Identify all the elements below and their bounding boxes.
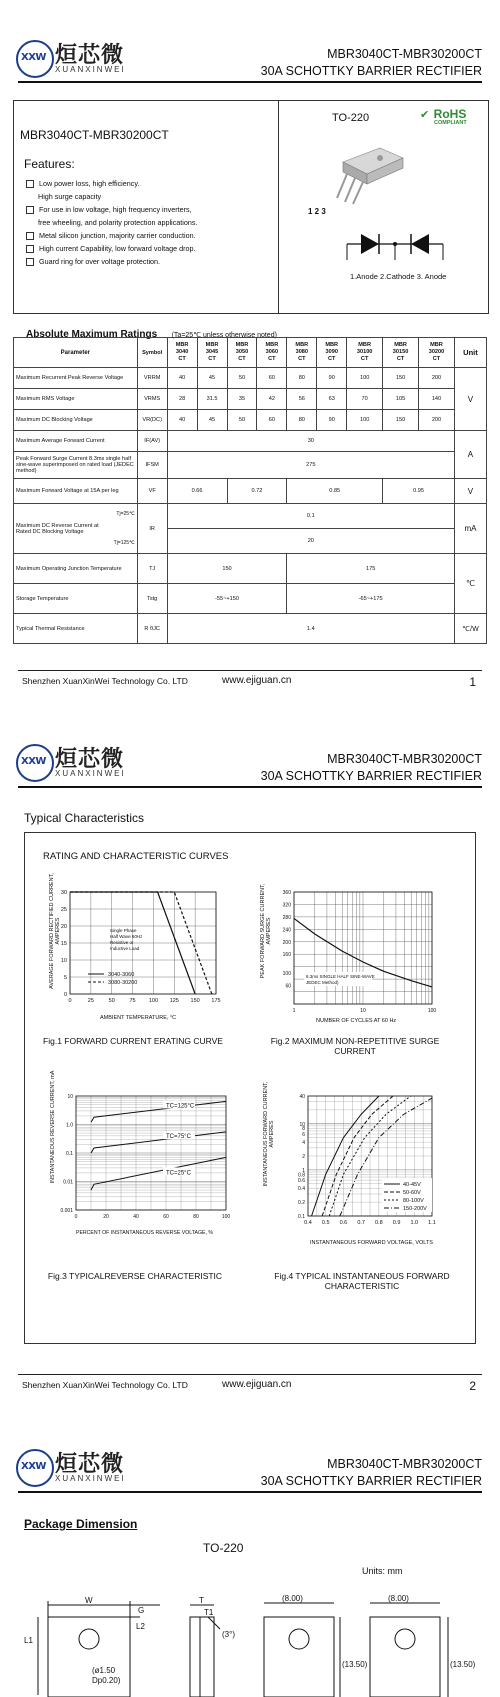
feature-item: High current Capability, low forward voltage drop. (26, 242, 276, 255)
ratings-title-text: Absolute Maximum Ratings (26, 329, 158, 340)
feature-item: High surge capacity (38, 192, 102, 201)
package-dimension-title: Package Dimension (24, 1517, 138, 1531)
company-name-cn: 烜芯微 (55, 1451, 125, 1476)
y-tick-label: 0 (63, 992, 67, 998)
unit-cell: ℃ (454, 554, 486, 614)
y-tick-label: 10 (299, 1121, 305, 1128)
x-tick-label: 0.9 (392, 1220, 401, 1226)
series-label: TC=125°C (166, 1103, 195, 1110)
col-header: Symbol (137, 338, 167, 368)
y-tick-label: 5 (63, 975, 67, 981)
y-tick-label: 0.1 (66, 1151, 73, 1157)
model-header: MBR 3040 CT (167, 338, 197, 368)
fig2-ylabel: PEAK FORWARD SURGE CURRENT, AMPERES (260, 883, 272, 979)
y-tick-label: 4 (302, 1140, 305, 1147)
model-header: MBR 3090 CT (317, 338, 347, 368)
x-tick-label: 150 (190, 998, 200, 1004)
header-part-range: MBR3040CT-MBR30200CT (327, 752, 482, 766)
unit-cell: mA (454, 504, 486, 554)
col-header: Parameter (14, 338, 138, 368)
model-header: MBR 30200 CT (419, 338, 455, 368)
fig2-note: 8.3ms SINGLE HALF SINE-WAVE (306, 974, 375, 979)
fig3-ylabel: INSTANTANEOUS REVERSE CURRENT, mA (50, 1070, 56, 1184)
y-tick-label: 0.8 (298, 1172, 305, 1179)
feature-item: For use in low voltage, high frequency inverters, (26, 203, 276, 216)
page-1 (0, 0, 500, 700)
table-row: Maximum DC Blocking Voltage VR(DC) 40 45 50 60 80 90 100 150 200 (14, 410, 487, 431)
package-name: TO-220 (203, 1541, 244, 1555)
fig1-note: Resistive or (110, 940, 134, 945)
x-tick-label: 0 (68, 998, 72, 1004)
logo-mark: XXW (21, 1461, 46, 1472)
header-product: 30A SCHOTTKY BARRIER RECTIFIER (260, 769, 482, 783)
features-title: Features: (24, 157, 75, 171)
legend-label: 3040-3060 (108, 972, 135, 978)
footer-company: Shenzhen XuanXinWei Technology Co. LTD (22, 676, 188, 686)
x-tick-label: 175 (211, 998, 221, 1004)
box-divider (278, 100, 279, 313)
company-name-en: XUANXINWEI (55, 769, 126, 778)
x-tick-label: 125 (169, 998, 179, 1004)
y-tick-label: 30 (60, 890, 67, 896)
footer-website[interactable]: www.ejiguan.cn (222, 675, 292, 686)
y-tick-label: 0.2 (298, 1200, 305, 1207)
diode-symbol-icon (345, 228, 445, 264)
y-tick-label: 320 (282, 902, 291, 909)
dim-hole: (ø1.50 (92, 1666, 116, 1675)
dim-w: W (85, 1596, 93, 1605)
checkbox-icon (26, 245, 34, 253)
table-row: Maximum RMS Voltage VRMS 28 31.5 35 42 56 63 70 105 140 (14, 389, 487, 410)
series-label: TC=75°C (166, 1134, 191, 1141)
features-list (26, 177, 276, 268)
fig1-note: Half Wave 60Hz (110, 934, 143, 939)
x-tick-label: 0.6 (339, 1220, 348, 1226)
company-name-cn: 烜芯微 (55, 746, 125, 771)
curves-subtitle: RATING AND CHARACTERISTIC CURVES (43, 851, 229, 862)
dim-l2: L2 (136, 1622, 145, 1631)
footer-divider (18, 670, 482, 671)
header-part-range: MBR3040CT-MBR30200CT (327, 1457, 482, 1471)
table-row: Maximum Forward Voltage at 15A per leg VF 0.66 0.72 0.85 0.95 V (14, 479, 487, 504)
x-tick-label: 0.8 (375, 1220, 383, 1226)
rohs-label: RoHS (433, 107, 467, 121)
x-tick-label: 100 (427, 1008, 437, 1014)
checkbox-icon (26, 206, 34, 214)
to220-package-image (325, 140, 425, 205)
y-tick-label: 1 (302, 1167, 305, 1174)
y-tick-label: 160 (282, 952, 291, 959)
header-product: 30A SCHOTTKY BARRIER RECTIFIER (260, 64, 482, 78)
unit-cell: ℃/W (454, 614, 486, 644)
y-tick-label: 0.4 (298, 1186, 305, 1193)
x-tick-label: 10 (360, 1008, 366, 1014)
package-label: TO-220 (332, 112, 370, 124)
series-label: TC=25°C (166, 1170, 191, 1177)
legend-label: 150-200V (403, 1206, 427, 1212)
checkbox-icon (26, 232, 34, 240)
table-row: Maximum Operating Junction Temperature TJ 150 175 ℃ (14, 554, 487, 584)
col-header: Unit (454, 338, 486, 368)
dim-t: T (199, 1596, 204, 1605)
footer-company: Shenzhen XuanXinWei Technology Co. LTD (22, 1380, 188, 1390)
fig3-caption: Fig.3 TYPICALREVERSE CHARACTERISTIC (47, 1271, 223, 1281)
fig4-caption: Fig.4 TYPICAL INSTANTANEOUS FORWARD CHARACTERISTIC (274, 1271, 450, 1291)
header-divider (18, 81, 482, 83)
footer-divider (18, 1374, 482, 1375)
dim-t1: T1 (204, 1608, 214, 1617)
model-header: MBR 30150 CT (383, 338, 419, 368)
table-row: Maximum Recurrent Peak Reverse Voltage VRRM 40 45 50 60 80 90 100 150 200 V (14, 368, 487, 389)
model-header: MBR 3050 CT (227, 338, 257, 368)
header-part-range: MBR3040CT-MBR30200CT (327, 47, 482, 61)
y-tick-label: 0.6 (298, 1178, 305, 1185)
logo-mark: XXW (21, 52, 46, 63)
header (261, 46, 482, 80)
ratings-table (13, 337, 487, 644)
x-tick-label: 50 (108, 998, 115, 1004)
dim-height-2: (13.50) (450, 1660, 476, 1669)
table-row: Maximum Average Forward Current IF(AV) 30 A (14, 431, 487, 452)
page-number: 2 (469, 1379, 476, 1393)
company-name-cn: 烜芯微 (55, 42, 125, 67)
x-tick-label: 0.7 (357, 1220, 365, 1226)
fig1-xlabel: AMBIENT TEMPERATURE, °C (100, 1015, 177, 1021)
rohs-sublabel: COMPLIANT (434, 120, 467, 126)
fig4-xlabel: INSTANTANEOUS FORWARD VOLTAGE, VOLTS (310, 1240, 433, 1246)
table-header-row (14, 338, 487, 368)
fig1-chart (40, 884, 230, 1019)
model-header: MBR 3080 CT (287, 338, 317, 368)
y-tick-label: 20 (60, 924, 67, 930)
model-header: MBR 30100 CT (347, 338, 383, 368)
fig2-xlabel: NUMBER OF CYCLES AT 60 Hz (316, 1018, 397, 1024)
y-tick-label: 0.001 (60, 1208, 73, 1214)
y-tick-label: 0.01 (63, 1179, 73, 1186)
typical-title: Typical Characteristics (24, 811, 145, 825)
y-tick-label: 60 (285, 983, 291, 990)
y-tick-label: 100 (282, 970, 291, 977)
x-tick-label: 0.4 (304, 1220, 312, 1226)
logo-mark: XXW (21, 756, 46, 767)
header (261, 1456, 482, 1490)
series-line (91, 1157, 226, 1190)
fig2-chart (276, 884, 444, 1019)
fig1-note: Inductive Load (110, 946, 140, 951)
x-tick-label: 20 (103, 1214, 109, 1220)
units-label: Units: mm (362, 1566, 403, 1576)
y-tick-label: 0.1 (298, 1214, 305, 1220)
feature-item: Low power loss, high efficiency. (26, 177, 276, 190)
page-number: 1 (469, 675, 476, 689)
y-tick-label: 6 (302, 1131, 305, 1138)
company-name-en: XUANXINWEI (55, 1474, 126, 1483)
y-tick-label: 25 (60, 907, 67, 913)
fig2-note: JEDEC Method) (306, 980, 339, 985)
x-tick-label: 0.5 (321, 1220, 330, 1226)
dim-hole-tol: Dp0.20) (92, 1676, 121, 1685)
header-divider (18, 1491, 482, 1493)
header-divider (18, 786, 482, 788)
y-tick-label: 360 (282, 890, 291, 896)
legend-label: 80-100V (403, 1198, 424, 1204)
company-name-en: XUANXINWEI (55, 65, 126, 74)
feature-item: Metal silicon junction, majority carrier conduction. (26, 229, 276, 242)
fig1-ylabel: AVERAGE FORWARD RECTIFIED CURRENT, AMPERES (49, 873, 61, 989)
checkbox-icon (26, 258, 34, 266)
series-line (91, 1132, 226, 1153)
y-tick-label: 8 (302, 1126, 305, 1133)
x-tick-label: 1 (292, 1008, 296, 1014)
dim-angle: (3°) (222, 1630, 235, 1639)
x-tick-label: 25 (87, 998, 94, 1004)
part-title: MBR3040CT-MBR30200CT (20, 128, 169, 142)
header-product: 30A SCHOTTKY BARRIER RECTIFIER (260, 1474, 482, 1488)
x-tick-label: 60 (163, 1214, 169, 1220)
rohs-badge (420, 105, 467, 126)
pinout-label: 1.Anode 2.Cathode 3. Anode (350, 272, 447, 281)
unit-cell: V (454, 479, 486, 504)
table-row: Typical Thermal Resistance R θJC 1.4 ℃/W (14, 614, 487, 644)
legend-label: 3080-30200 (108, 980, 138, 986)
model-header: MBR 3060 CT (257, 338, 287, 368)
fig3-chart (50, 1090, 236, 1225)
x-tick-label: 80 (193, 1214, 199, 1220)
package-drawing (20, 1595, 480, 1697)
x-tick-label: 100 (148, 998, 159, 1004)
fig2-caption: Fig.2 MAXIMUM NON-REPETITIVE SURGE CURRENT (270, 1036, 440, 1056)
x-tick-label: 1.0 (410, 1220, 419, 1226)
header (261, 751, 482, 785)
x-tick-label: 0 (74, 1214, 78, 1220)
dim-width-2: (8.00) (388, 1595, 409, 1603)
legend-label: 40-45V (403, 1182, 421, 1188)
checkbox-icon (26, 180, 34, 188)
leaf-icon: ✔ (420, 109, 430, 121)
table-row: Maximum DC Reverse Current at Rated DC Blocking Voltage Tj=25℃ Tj=125℃ IR 0.1 mA (14, 504, 487, 529)
fig4-ylabel: INSTANTANEOUS FORWARD CURRENT, AMPERES (263, 1081, 275, 1187)
table-row: Storage Temperature Tstg -55~+150 -65~+175 (14, 584, 487, 614)
y-tick-label: 10 (67, 1094, 73, 1100)
y-tick-label: 280 (282, 914, 291, 921)
footer-website[interactable]: www.ejiguan.cn (222, 1379, 292, 1390)
pin-numbers: 1 2 3 (308, 207, 326, 216)
ratings-note: (Ta=25℃ unless otherwise noted) (171, 332, 277, 339)
x-tick-label: 40 (133, 1214, 139, 1220)
x-tick-label: 100 (221, 1214, 231, 1220)
dim-height-1: (13.50) (342, 1660, 368, 1669)
y-tick-label: 240 (282, 927, 291, 934)
legend-label: 50-60V (403, 1190, 421, 1196)
feature-item: free wheeling, and polarity protection applications. (38, 218, 198, 227)
dim-width-1: (8.00) (282, 1595, 303, 1603)
fig3-xlabel: PERCENT OF INSTANTANEOUS REVERSE VOLTAGE, % (76, 1230, 214, 1236)
y-tick-label: 1.0 (66, 1122, 73, 1129)
x-tick-label: 75 (129, 998, 136, 1004)
y-tick-label: 2 (302, 1154, 305, 1160)
table-row: 20 (14, 529, 487, 554)
y-tick-label: 40 (299, 1094, 305, 1100)
y-tick-label: 15 (60, 941, 67, 947)
y-tick-label: 10 (60, 958, 67, 964)
fig1-caption: Fig.1 FORWARD CURRENT ERATING CURVE (43, 1036, 223, 1046)
table-row: Peak Forward Surge Current 8.3ms single half sine-wave superimposed on rated load (JEDEC method) IFSM 275 (14, 452, 487, 479)
feature-item: Guard ring for over voltage protection. (26, 255, 276, 268)
dim-l1: L1 (24, 1636, 33, 1645)
y-tick-label: 200 (282, 939, 291, 946)
x-tick-label: 1.1 (428, 1220, 436, 1226)
unit-cell: V (454, 368, 486, 431)
fig4-chart (284, 1090, 454, 1235)
unit-cell: A (454, 431, 486, 479)
dim-g: G (138, 1606, 145, 1615)
fig1-note: Single Phase (110, 928, 137, 933)
model-header: MBR 3045 CT (197, 338, 227, 368)
